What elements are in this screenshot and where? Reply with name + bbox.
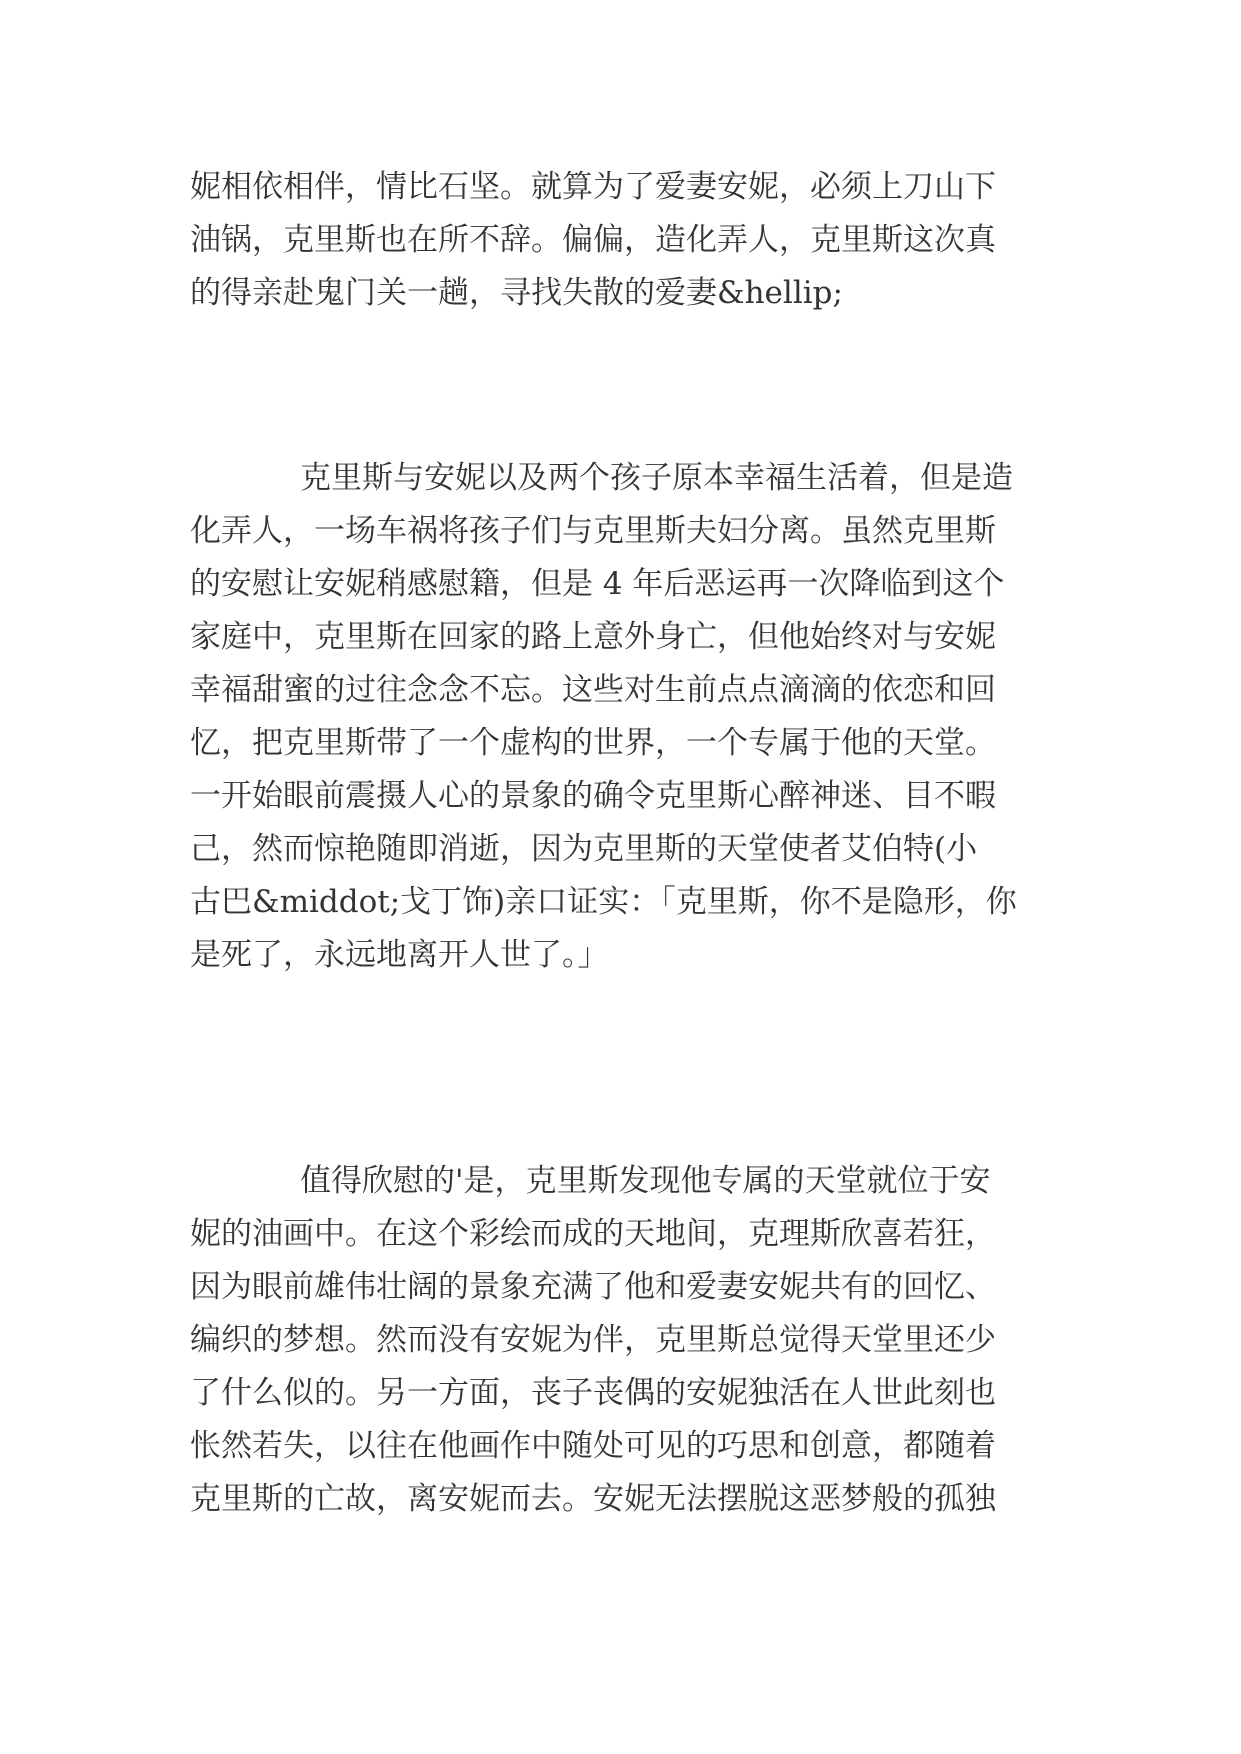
paragraph-line: 家庭中，克里斯在回家的路上意外身亡，但他始终对与安妮 — [190, 619, 996, 655]
paragraph-line: 幸福甜蜜的过往念念不忘。这些对生前点点滴滴的依恋和回 — [190, 672, 996, 708]
paragraph-line: 的得亲赴鬼门关一趟，寻找失散的爱妻&hellip; — [190, 275, 843, 311]
paragraph-line: 怅然若失，以往在他画作中随处可见的巧思和创意，都随着 — [190, 1428, 996, 1464]
paragraph-1 — [190, 161, 1060, 320]
paragraph-line: 的安慰让安妮稍感慰籍，但是 4 年后恶运再一次降临到这个 — [190, 566, 1005, 602]
paragraph-2 — [190, 452, 1060, 982]
paragraph-3 — [190, 1155, 1060, 1526]
paragraph-line: 油锅，克里斯也在所不辞。偏偏，造化弄人，克里斯这次真 — [190, 222, 996, 258]
paragraph-line: 了什么似的。另一方面，丧子丧偶的安妮独活在人世此刻也 — [190, 1375, 996, 1411]
paragraph-line: 编织的梦想。然而没有安妮为伴，克里斯总觉得天堂里还少 — [190, 1322, 996, 1358]
paragraph-line: 化弄人，一场车祸将孩子们与克里斯夫妇分离。虽然克里斯 — [190, 513, 996, 549]
paragraph-line: 古巴&middot;戈丁饰)亲口证实：「克里斯，你不是隐形，你 — [190, 884, 1017, 920]
paragraph-line: 己，然而惊艳随即消逝，因为克里斯的天堂使者艾伯特(小 — [190, 831, 978, 867]
paragraph-line: 妮相依相伴，情比石坚。就算为了爱妻安妮，必须上刀山下 — [190, 169, 996, 205]
paragraph-line: 一开始眼前震摄人心的景象的确令克里斯心醉神迷、目不暇 — [190, 778, 996, 814]
paragraph-first-line: 值得欣慰的'是，克里斯发现他专属的天堂就位于安 — [300, 1163, 991, 1199]
paragraph-first-line: 克里斯与安妮以及两个孩子原本幸福生活着，但是造 — [300, 460, 1013, 496]
paragraph-line: 克里斯的亡故，离安妮而去。安妮无法摆脱这恶梦般的孤独 — [190, 1481, 996, 1517]
paragraph-line: 因为眼前雄伟壮阔的景象充满了他和爱妻安妮共有的回忆、 — [190, 1269, 996, 1305]
paragraph-line: 忆，把克里斯带了一个虚构的世界，一个专属于他的天堂。 — [190, 725, 996, 761]
paragraph-line: 妮的油画中。在这个彩绘而成的天地间，克理斯欣喜若狂， — [190, 1216, 996, 1252]
paragraph-line: 是死了，永远地离开人世了。」 — [190, 937, 609, 973]
